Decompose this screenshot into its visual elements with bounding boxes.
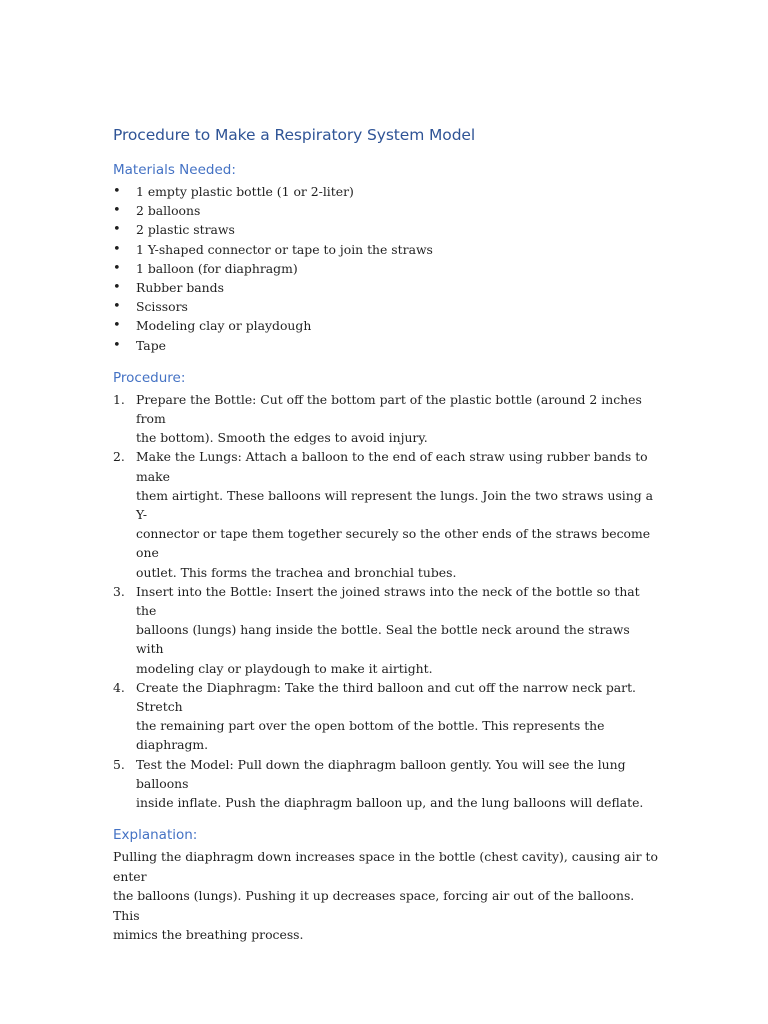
list-item [113,220,658,239]
procedure-step [113,755,658,813]
material-text: 2 plastic straws [136,222,235,238]
explanation-heading: Explanation: [113,827,198,844]
materials-list [113,182,658,355]
step-number: 2. [113,449,125,465]
material-text: 2 balloons [136,203,201,219]
step-number: 1. [113,391,125,407]
bullet-icon: • [113,280,121,296]
bullet-icon: • [113,260,121,276]
bullet-icon: • [113,318,121,334]
procedure-step [113,582,658,678]
step-text: Prepare the Bottle: Cut off the bottom part of the plastic bottle (around 2 inches from the bottom). Smooth the edges to avoid injury. [136,391,642,446]
explanation-section [113,825,658,944]
material-text: Rubber bands [136,280,224,296]
list-item [113,240,658,259]
list-item [113,297,658,316]
material-text: 1 balloon (for diaphragm) [136,260,298,276]
material-text: 1 Y-shaped connector or tape to join the straws [136,241,433,257]
step-text: Make the Lungs: Attach a balloon to the end of each straw using rubber bands to make them airtight. These balloons will represent the lungs. Join the two straws using a Y- connector or tape them together securely so the other ends of the straws become one outlet. This forms the trachea and bronchial tubes. [136,449,654,580]
material-text: Modeling clay or playdough [136,318,312,334]
bullet-icon: • [113,203,121,219]
step-number: 5. [113,756,125,772]
bullet-icon: • [113,222,121,238]
procedure-step [113,678,658,755]
list-item [113,316,658,335]
material-text: 1 empty plastic bottle (1 or 2-liter) [136,184,354,199]
list-item [113,182,658,201]
step-text: Insert into the Bottle: Insert the joined straws into the neck of the bottle so that the balloons (lungs) hang inside the bottle. Seal the bottle neck around the straws with modeling clay or playdough to make it airtight. [136,583,640,676]
procedure-heading: Procedure: [113,369,186,386]
step-text: Create the Diaphragm: Take the third balloon and cut off the narrow neck part. Stretch the remaining part over the open bottom of the bottle. This represents the diaphragm. [136,679,636,753]
step-number: 4. [113,679,125,695]
materials-section [113,160,658,355]
document-page [113,124,658,944]
list-item [113,259,658,278]
material-text: Scissors [136,299,188,315]
step-text: Test the Model: Pull down the diaphragm balloon gently. You will see the lung balloons inside inflate. Push the diaphragm balloon up, and the lung balloons will deflate. [136,756,644,811]
list-item [113,336,658,355]
procedure-step [113,447,658,581]
procedure-section [113,368,658,812]
list-item [113,201,658,220]
bullet-icon: • [113,337,121,353]
materials-heading: Materials Needed: [113,162,236,178]
list-item [113,278,658,297]
step-number: 3. [113,583,125,599]
bullet-icon: • [113,241,121,257]
bullet-icon: • [113,184,121,199]
document-title: Procedure to Make a Respiratory System Model [113,126,476,144]
procedure-steps [113,390,658,812]
bullet-icon: • [113,299,121,315]
explanation-text: Pulling the diaphragm down increases space in the bottle (chest cavity), causing air to enter the balloons (lungs). Pushing it up decreases space, forcing air out of the balloons. This mimics the breathing process. [113,849,658,942]
procedure-step [113,390,658,448]
material-text: Tape [136,337,166,353]
